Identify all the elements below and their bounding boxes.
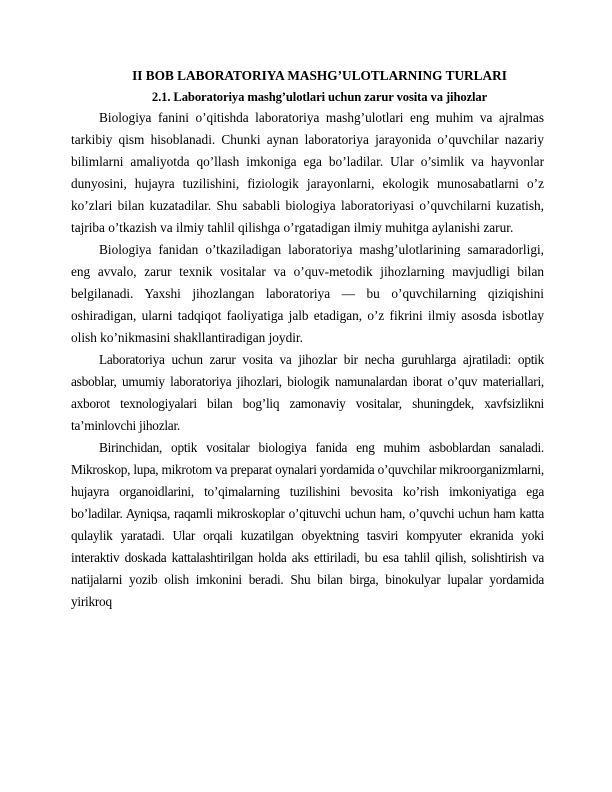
paragraph-3: Laboratoriya uchun zarur vosita va jihozlar bir necha guruhlarga ajratiladi: optik asboblar, umumiy laboratoriya jihozlari, biologik namunalardan iborat o’quv materiallari, axborot texnologiyalari bilan bog’liq zamonaviy vositalar, shuningdek, xavfsizlikni ta’minlovchi jihozlar. <box>71 352 544 433</box>
paragraph-2: Biologiya fanidan o’tkaziladigan laboratoriya mashg’ulotlarining samaradorligi, eng avvalo, zarur texnik vositalar va o’quv-metodik jihozlarning mavjudligi bilan belgilanadi. Yaxshi jihozlangan laboratoriya — bu o’quvchilarning qiziqishini oshiradigan, ularni tadqiqot faoliyatiga jalb etadigan, o’z fikrini ilmiy asosda isbotlay olish ko’nikmasini shakllantiradigan joydir. <box>71 242 544 345</box>
paragraph-1: Biologiya fanini o’qitishda laboratoriya mashg’ulotlari eng muhim va ajralmas tarkibiy qism hisoblanadi. Chunki aynan laboratoriya jarayonida o’quvchilar nazariy bilimlarni amaliyotda qo’llash imkoniga ega bo’ladilar. Ular o’simlik va hayvonlar dunyosini, hujayra tuzilishini, fiziologik jarayonlarni, ekologik munosabatlarni o’z ko’zlari bilan kuzatadilar. Shu sababli biologiya laboratoriyasi o’quvchilarni kuzatish, tajriba o’tkazish va ilmiy tahlil qilishga o’rgatadigan ilmiy muhitga aylanishi zarur. <box>71 110 544 235</box>
chapter-title: II BOB LABORATORIYA MASHG’ULOTLARNING TURLARI <box>132 68 507 83</box>
paragraph-4: Birinchidan, optik vositalar biologiya fanida eng muhim asboblardan sanaladi. Mikroskop, lupa, mikrotom va preparat oynalari yordamida o’quvchilar mikroorganizmlarni, hujayra organoidlarini, to’qimalarning tuzilishini bevosita ko’rish imkoniyatiga ega bo’ladilar. Ayniqsa, raqamli mikroskoplar o’qituvchi uchun ham, o’quvchi uchun ham katta qulaylik yaratadi. Ular orqali kuzatilgan obyektning tasviri kompyuter ekranida yoki interaktiv doskada kattalashtirilgan holda aks ettiriladi, bu esa tahlil qilish, solishtirish va natijalarni yozib olish imkonini beradi. Shu bilan birga, binokulyar lupalar yordamida yirikroq <box>71 440 544 609</box>
document-body <box>71 66 544 613</box>
section-title: 2.1. Laboratoriya mashg’ulotlari uchun zarur vosita va jihozlar <box>151 90 488 104</box>
